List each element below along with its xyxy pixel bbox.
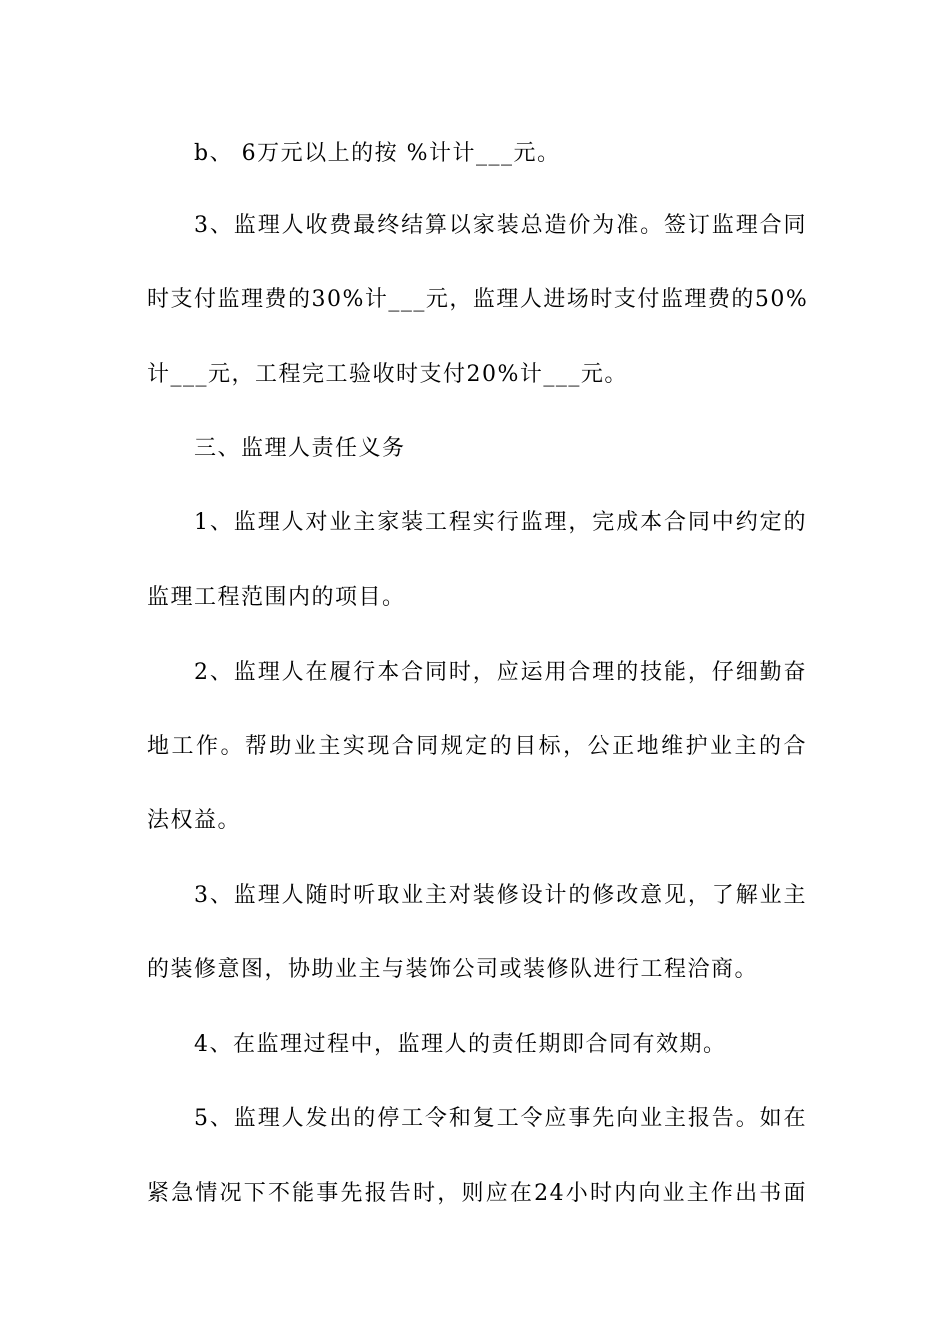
text-line-clause-3-fee-cont-1: 时支付监理费的30%计___元，监理人进场时支付监理费的50%	[147, 287, 809, 312]
text-line-duty-5-cont: 紧急情况下不能事先报告时，则应在24小时内向业主作出书面	[147, 1181, 807, 1206]
text-line-duty-2: 2、监理人在履行本合同时，应运用合理的技能，仔细勤奋	[194, 660, 807, 685]
text-line-duty-3-cont: 的装修意图，协助业主与装饰公司或装修队进行工程洽商。	[147, 957, 759, 982]
text-line-duty-1-cont: 监理工程范围内的项目。	[147, 585, 406, 610]
text-line-clause-3-fee: 3、监理人收费最终结算以家装总造价为准。签订监理合同	[194, 213, 807, 238]
text-line-duty-5: 5、监理人发出的停工令和复工令应事先向业主报告。如在	[194, 1106, 807, 1131]
text-line-duty-3: 3、监理人随时听取业主对装修设计的修改意见，了解业主	[194, 883, 807, 908]
text-line-duty-4: 4、在监理过程中，监理人的责任期即合同有效期。	[194, 1032, 727, 1057]
text-line-duty-2-cont-2: 法权益。	[147, 808, 242, 833]
text-line-clause-3-fee-cont-2: 计___元，工程完工验收时支付20%计___元。	[147, 362, 628, 387]
text-line-fee-item-b: b、 6万元以上的按 %计计___元。	[194, 141, 561, 166]
section-heading-supervisor-duties: 三、监理人责任义务	[194, 436, 406, 461]
text-line-duty-2-cont-1: 地工作。帮助业主实现合同规定的目标，公正地维护业主的合	[147, 734, 807, 759]
text-line-duty-1: 1、监理人对业主家装工程实行监理，完成本合同中约定的	[194, 510, 807, 535]
